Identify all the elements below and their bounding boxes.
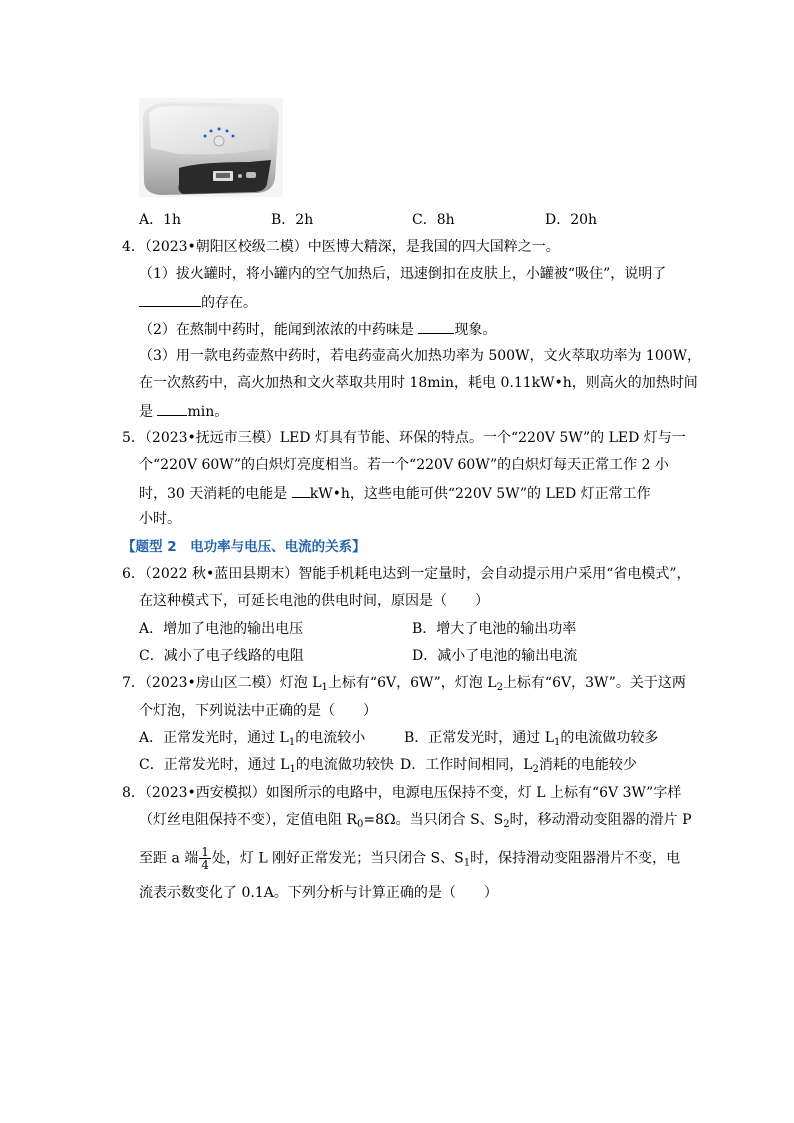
q7-option-b: B．正常发光时，通过 $L_1$的电流做功较多 (404, 730, 659, 748)
q7-option-d: D．工作时间相同，$L_2$消耗的电能较少 (400, 757, 637, 775)
q4-part3-line2: 在一次熬药中，高火加热和文火萃取共用时 18min，耗电 0.11kW•h，则高火的加热时间 (139, 375, 698, 391)
q8-line4: 流表示数变化了 0.1A。下列分析与计算正确的是（ ） (139, 885, 498, 901)
q7-line1: 7．（2023•房山区二模）灯泡 $L_1$上标有“6V，6W”，灯泡 $L_2$上标有“6V，3W”。关于这两 (122, 675, 686, 693)
answer-blank[interactable] (157, 401, 187, 416)
q4-part3-line3: 是 min。 (139, 401, 228, 421)
q3-option-b: B．2h (271, 212, 314, 228)
q6-option-d: D．减小了电池的输出电流 (412, 648, 578, 664)
answer-blank[interactable] (139, 292, 201, 307)
q3-option-c: C．8h (412, 212, 455, 228)
q5-line3: 时，30 天消耗的电能是 kW•h，这些电能可供“220V 5W”的 LED 灯正常工作 (139, 483, 651, 503)
q5-line1: 5．（2023•抚远市三模）LED 灯具有节能、环保的特点。一个“220V 5W”的 LED 灯与一 (122, 430, 686, 446)
q4-stem: 4．（2023•朝阳区校级二模）中医博大精深，是我国的四大国粹之一。 (122, 239, 560, 255)
q3-option-d: D．20h (545, 212, 598, 228)
q4-part3-line1: （3）用一款电药壶熬中药时，若电药壶高火加热功率为 500W，文火萃取功率为 100W， (139, 348, 702, 364)
q8-line1: 8．（2023•西安模拟）如图所示的电路中，电源电压保持不变，灯 L 上标有“6V 3W”字样 (122, 785, 682, 801)
q6-option-c: C．减小了电子线路的电阻 (139, 648, 304, 664)
q6-option-b: B．增大了电池的输出功率 (412, 621, 577, 637)
q6-line1: 6．（2022 秋•蓝田县期末）智能手机耗电达到一定量时，会自动提示用户采用“省电模式”， (122, 566, 691, 582)
q7-line2: 个灯泡，下列说法中正确的是（ ） (139, 703, 377, 719)
power-bank-image (139, 98, 283, 197)
q6-option-a: A．增加了电池的输出电压 (139, 621, 304, 637)
section-title: 【题型 2 电功率与电压、电流的关系】 (122, 539, 366, 555)
q8-line3: 至距 a 端 $\frac{1}{4}$ 处，灯 L 刚好正常发光；当只闭合 S、$S_1$时，保持滑动变阻器滑片不变，电 (139, 845, 681, 872)
fraction-one-quarter: $\frac{1}{4}$ (201, 845, 209, 872)
q6-line2: 在这种模式下，可延长电池的供电时间，原因是（ ） (139, 593, 489, 609)
q7-option-c: C．正常发光时，通过 $L_1$的电流做功较快 (139, 757, 394, 775)
q3-option-a: A．1h (139, 212, 182, 228)
q8-line2: （灯丝电阻保持不变），定值电阻 $R_0=8\Omega$。当只闭合 S、$S_2$时，移动滑动变阻器的滑片 P (139, 812, 692, 830)
q5-line4: 小时。 (139, 511, 181, 527)
answer-blank[interactable] (418, 319, 454, 334)
answer-blank[interactable] (292, 483, 310, 498)
q5-line2: 个“220V 60W”的白炽灯亮度相当。若一个“220V 60W”的白炽灯每天正常工作 2 小 (139, 457, 669, 473)
q4-part1-line2: 的存在。 (139, 292, 257, 312)
q4-part2: （2）在熬制中药时，能闻到浓浓的中药味是 现象。 (139, 319, 496, 339)
q4-part1-line1: （1）拔火罐时，将小罐内的空气加热后，迅速倒扣在皮肤上，小罐被“吸住”，说明了 (139, 266, 667, 282)
q7-option-a: A．正常发光时，通过 $L_1$的电流较小 (139, 730, 366, 748)
